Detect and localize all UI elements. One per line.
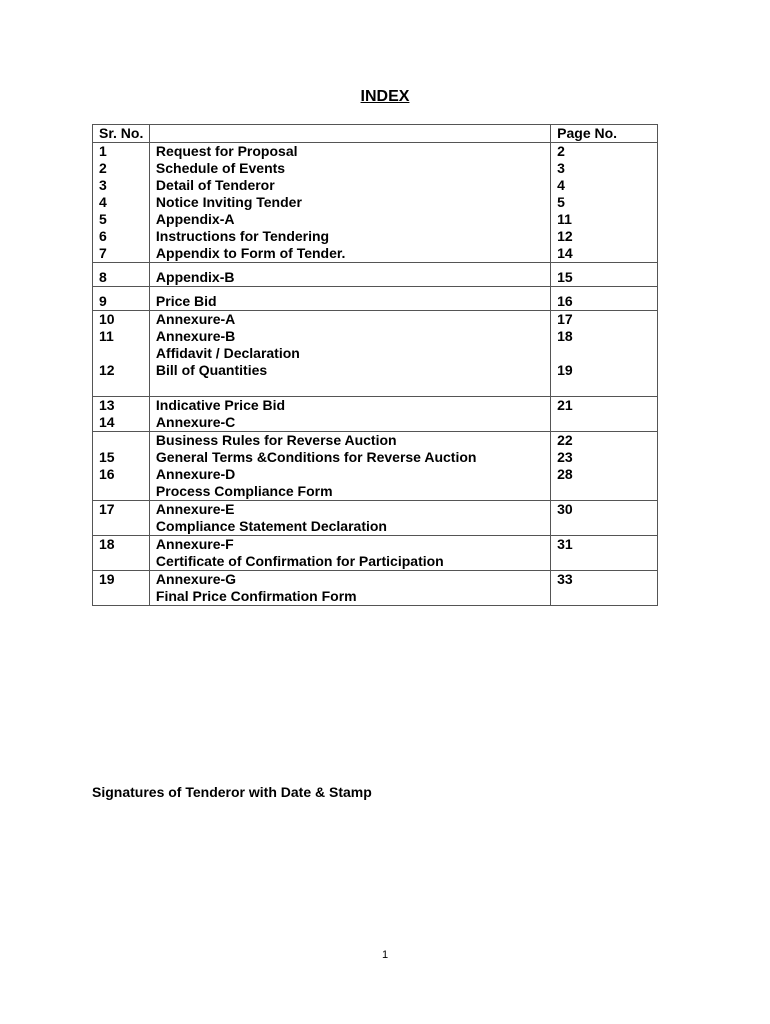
- item-title: Request for Proposal: [155, 143, 298, 159]
- table-row: [93, 397, 658, 432]
- header-item: [149, 125, 550, 143]
- item-title: Notice Inviting Tender: [155, 194, 302, 210]
- page-number: 3: [557, 160, 565, 176]
- page-title: INDEX: [360, 88, 410, 105]
- sr-number: 15: [99, 449, 115, 465]
- page-number: 17: [557, 311, 573, 327]
- table-row: [93, 536, 658, 571]
- item-title: Annexure-G: [155, 571, 237, 587]
- sr-number: 13: [99, 397, 115, 413]
- page-cell: 16: [551, 287, 658, 311]
- table-row: [93, 501, 658, 536]
- page-cell: 33: [551, 571, 658, 606]
- sr-number: 14: [99, 414, 115, 430]
- page-cell: [551, 397, 658, 432]
- header-page-no: Page No.: [551, 125, 658, 143]
- item-cell: [149, 536, 550, 571]
- table-row: [93, 432, 658, 501]
- item-title: Appendix-A: [155, 211, 235, 227]
- header-sr-no: Sr. No.: [93, 125, 150, 143]
- item-cell: Price Bid: [149, 287, 550, 311]
- sr-cell: 19: [93, 571, 150, 606]
- item-cell: [149, 571, 550, 606]
- sr-number: [99, 345, 149, 362]
- sr-cell: 18: [93, 536, 150, 571]
- page-number: 22: [557, 432, 573, 448]
- page-cell: [551, 143, 658, 263]
- item-title: Instructions for Tendering: [155, 228, 330, 244]
- item-title: Annexure-E: [155, 501, 235, 517]
- sr-cell: 17: [93, 501, 150, 536]
- sr-number: 3: [99, 177, 107, 193]
- page-number: 19: [557, 362, 573, 378]
- index-table: [92, 124, 658, 606]
- sr-cell: 9: [93, 287, 150, 311]
- page-cell: [551, 432, 658, 501]
- page-number: 12: [557, 228, 573, 244]
- item-title: Business Rules for Reverse Auction: [155, 432, 397, 448]
- page-number: 4: [557, 177, 565, 193]
- spacer: [99, 483, 149, 500]
- item-title: Indicative Price Bid: [155, 397, 286, 413]
- page-cell: 31: [551, 536, 658, 571]
- item-title: Annexure-F: [155, 536, 234, 552]
- sr-number: 4: [99, 194, 107, 210]
- page-cell: 15: [551, 263, 658, 287]
- sr-cell: 8: [93, 263, 150, 287]
- signature-label: Signatures of Tenderor with Date & Stamp: [92, 784, 372, 800]
- item-title: Annexure-A: [155, 311, 236, 327]
- page-number: 28: [557, 466, 573, 482]
- item-title: Schedule of Events: [155, 160, 286, 176]
- item-cell: [149, 311, 550, 397]
- table-row: [93, 311, 658, 397]
- sr-number: 7: [99, 245, 107, 261]
- sr-number: [99, 432, 149, 449]
- page-number: 18: [557, 328, 573, 344]
- sr-cell: [93, 397, 150, 432]
- sr-cell: [93, 432, 150, 501]
- table-row: [93, 571, 658, 606]
- page-number: [557, 414, 657, 431]
- item-cell: [149, 397, 550, 432]
- page-cell: 30: [551, 501, 658, 536]
- table-header-row: [93, 125, 658, 143]
- page-number-footer: 1: [381, 949, 389, 961]
- item-title: Annexure-B: [155, 328, 236, 344]
- page-number: [557, 345, 657, 362]
- sr-number: 5: [99, 211, 107, 227]
- page-number: 21: [557, 397, 573, 413]
- sr-number: 12: [99, 362, 115, 378]
- item-title: General Terms &Conditions for Reverse Auction: [155, 449, 477, 465]
- table-row: [93, 143, 658, 263]
- item-title: Affidavit / Declaration: [155, 345, 300, 361]
- item-cell: Appendix-B: [149, 263, 550, 287]
- page-number: 5: [557, 194, 565, 210]
- item-cell: [149, 501, 550, 536]
- sr-cell: [93, 311, 150, 397]
- item-title: Compliance Statement Declaration: [155, 518, 387, 534]
- item-title: Bill of Quantities: [155, 362, 268, 378]
- spacer: [557, 483, 657, 500]
- page-cell: [551, 311, 658, 397]
- spacer: [557, 379, 657, 396]
- spacer: [156, 379, 550, 396]
- item-title: Certificate of Confirmation for Participation: [155, 553, 444, 569]
- page-number: 11: [557, 211, 572, 227]
- page-number: 14: [557, 245, 573, 261]
- item-title: Appendix to Form of Tender.: [155, 245, 346, 261]
- item-title: Process Compliance Form: [155, 483, 333, 499]
- item-cell: [149, 143, 550, 263]
- sr-number: 2: [99, 160, 107, 176]
- sr-number: 1: [99, 143, 107, 159]
- sr-number: 11: [99, 328, 114, 344]
- sr-number: 6: [99, 228, 107, 244]
- page-number: 2: [557, 143, 565, 159]
- item-title: Annexure-D: [155, 466, 236, 482]
- spacer: [99, 379, 149, 396]
- page-number: 23: [557, 449, 573, 465]
- table-row: [93, 287, 658, 311]
- item-title: Annexure-C: [155, 414, 236, 430]
- table-row: [93, 263, 658, 287]
- item-cell: [149, 432, 550, 501]
- item-title: Final Price Confirmation Form: [155, 588, 357, 604]
- sr-number: 16: [99, 466, 115, 482]
- sr-number: 10: [99, 311, 115, 327]
- item-title: Detail of Tenderor: [155, 177, 275, 193]
- sr-cell: [93, 143, 150, 263]
